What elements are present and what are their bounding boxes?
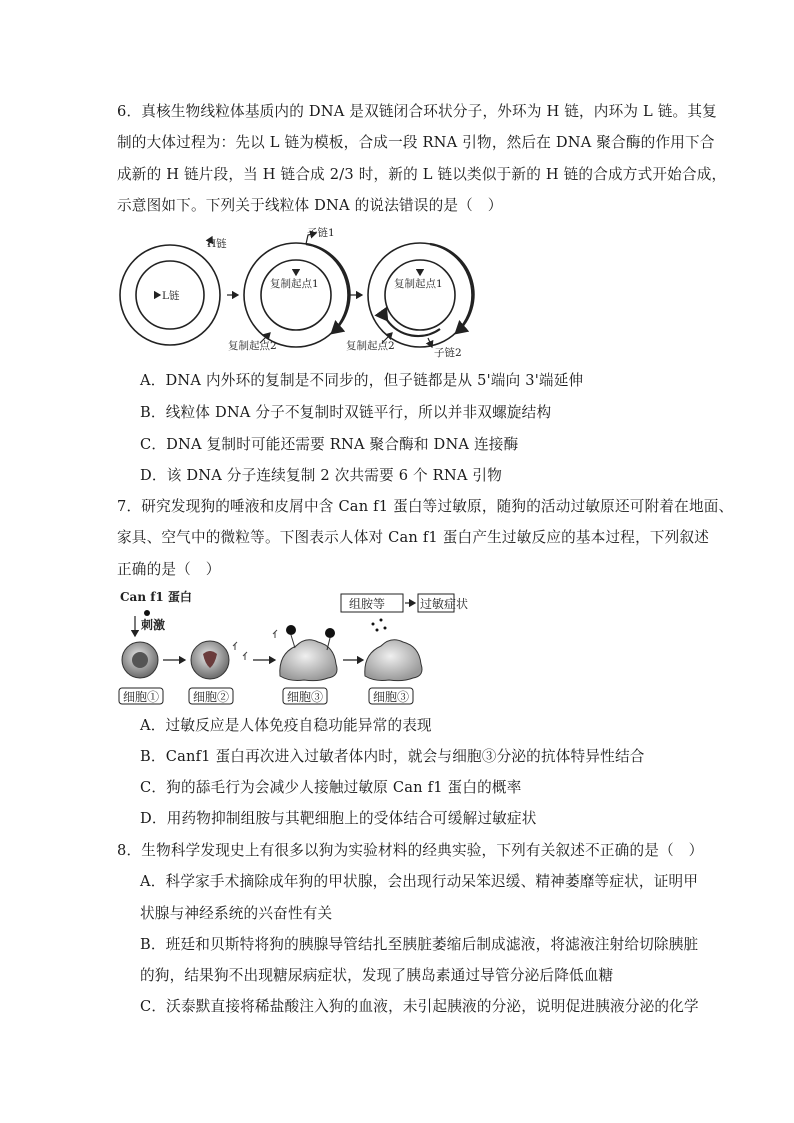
ring-3 [346, 243, 474, 359]
cell-1-label: 细胞① [123, 690, 160, 704]
q7-line-3: 正确的是（ ） [117, 561, 221, 578]
origin-2-label-a: 复制起点2 [228, 340, 277, 352]
h-chain-label: H链 [207, 238, 227, 250]
ring-2 [228, 226, 350, 352]
q8-option-c-line-1: C．沃泰默直接将稀盐酸注入狗的血液，未引起胰液的分泌，说明促进胰液分泌的化学 [140, 998, 699, 1015]
q6-option-d: D．该 DNA 分子连续复制 2 次共需要 6 个 RNA 引物 [140, 467, 502, 484]
symptom-label: 过敏症状 [420, 597, 469, 611]
cell-3b-label: 细胞③ [373, 690, 410, 704]
cell-1 [122, 642, 158, 678]
mtdna-replication-figure [110, 225, 490, 365]
q6-option-c: C．DNA 复制时可能还需要 RNA 聚合酶和 DNA 连接酶 [140, 436, 519, 453]
q7-line-1: 7．研究发现狗的唾液和皮屑中含 Can f1 蛋白等过敏原，随狗的活动过敏原还可附着在地面、 [117, 498, 734, 515]
q6-line-4: 示意图如下。下列关于线粒体 DNA 的说法错误的是（ ） [117, 197, 503, 214]
cell-3a-label: 细胞③ [287, 690, 324, 704]
q8-option-b-line-1: B．班廷和贝斯特将狗的胰腺导管结扎至胰脏萎缩后制成滤液，将滤液注射给切除胰脏 [140, 936, 699, 953]
q7-option-d: D．用药物抑制组胺与其靶细胞上的受体结合可缓解过敏症状 [140, 810, 537, 827]
q6-option-a: A．DNA 内外环的复制是不同步的，但子链都是从 5'端向 3'端延伸 [140, 372, 584, 389]
stimulate-label: 刺激 [141, 618, 166, 632]
origin-2-label-b: 复制起点2 [346, 340, 395, 352]
q7-option-a: A．过敏反应是人体免疫自稳功能异常的表现 [140, 717, 432, 734]
daughter-chain-1-label: 子链1 [307, 227, 335, 239]
cell-3a [273, 625, 337, 681]
histamine-label: 组胺等 [349, 597, 386, 611]
cell-3b [365, 619, 422, 681]
q7-option-b: B．Canf1 蛋白再次进入过敏者体内时，就会与细胞③分泌的抗体特异性结合 [140, 748, 645, 765]
cell-2 [191, 641, 247, 679]
q8-option-a-line-1: A．科学家手术摘除成年狗的甲状腺，会出现行动呆笨迟缓、精神萎靡等症状，证明甲 [140, 873, 699, 890]
q6-line-3: 成新的 H 链片段，当 H 链合成 2/3 时，新的 L 链以类似于新的 H 链的合成方式开始合成， [117, 166, 727, 183]
q7-line-2: 家具、空气中的微粒等。下图表示人体对 Can f1 蛋白产生过敏反应的基本过程，下列叙述 [117, 529, 710, 546]
daughter-chain-2-label: 子链2 [434, 347, 462, 359]
q6-option-b: B．线粒体 DNA 分子不复制时双链平行，所以并非双螺旋结构 [140, 404, 552, 421]
antigen-label: Can f1 蛋白 [120, 590, 192, 604]
q6-line-2: 制的大体过程为：先以 L 链为模板，合成一段 RNA 引物，然后在 DNA 聚合酶的作用下合 [117, 134, 715, 151]
q6-line-1: 6．真核生物线粒体基质内的 DNA 是双链闭合环状分子，外环为 H 链，内环为 L 链。其复 [117, 103, 717, 120]
origin-1-label-b: 复制起点1 [394, 278, 443, 290]
q7-option-c: C．狗的舔毛行为会减少人接触过敏原 Can f1 蛋白的概率 [140, 779, 522, 796]
cell-2-label: 细胞② [193, 690, 230, 704]
allergy-process-figure [115, 588, 469, 708]
ring-1 [120, 237, 227, 345]
origin-1-label-a: 复制起点1 [270, 278, 319, 290]
q8-option-b-line-2: 的狗，结果狗不出现糖尿病症状，发现了胰岛素通过导管分泌后降低血糖 [140, 967, 614, 984]
l-chain-label: L链 [162, 290, 180, 302]
q8-line-1: 8．生物科学发现史上有很多以狗为实验材料的经典实验，下列有关叙述不正确的是（ ） [117, 842, 704, 859]
q8-option-a-line-2: 状腺与神经系统的兴奋性有关 [140, 905, 333, 922]
